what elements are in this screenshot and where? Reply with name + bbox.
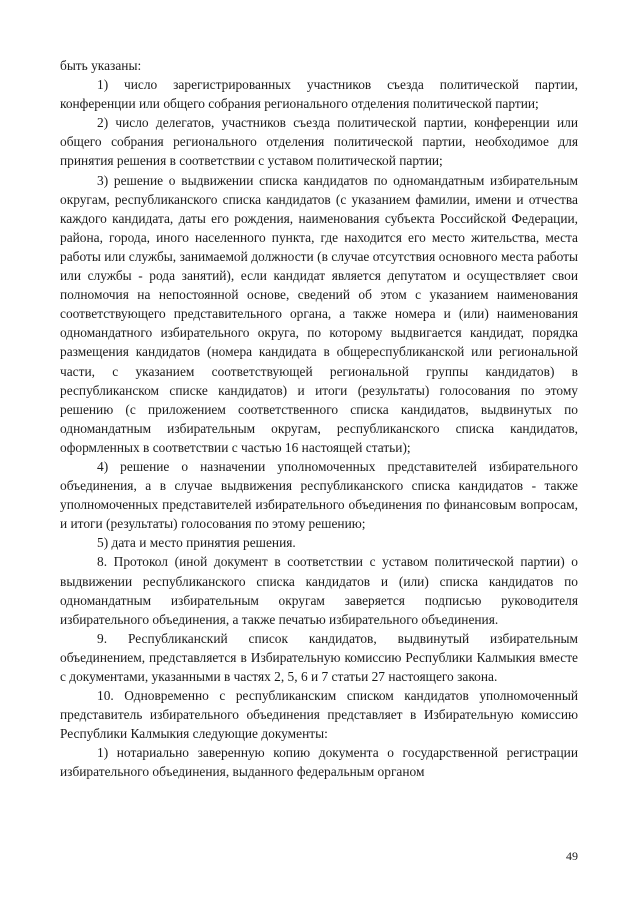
paragraph-item-4: 4) решение о назначении уполномоченных представителей избирательного объединения, а в случае выдвижения республиканского списка кандидатов - также уполномоченных представителей избирательного объединения по финансовым вопросам, и итоги (результаты) голосования по этому решению; [60, 458, 578, 532]
paragraph-section-9: 9. Республиканский список кандидатов, выдвинутый избирательным объединением, представляется в Избирательную комиссию Республики Калмыкия вместе с документами, указанными в частях 2, 5, 6 и 7 статьи 27 настоящего закона. [60, 630, 578, 684]
paragraph-section-10-item-1: 1) нотариально заверенную копию документа о государственной регистрации избирательного объединения, выданного федеральным органом [60, 745, 578, 780]
paragraph-section-10: 10. Одновременно с республиканским списком кандидатов уполномоченный представитель избирательного объединения представляет в Избирательную комиссию Республики Калмыкия следующие документы: [60, 688, 578, 742]
paragraph-item-3: 3) решение о выдвижении списка кандидатов по одномандатным избирательным округам, республиканского списка кандидатов (с указанием фамилии, имени и отчества каждого кандидата, даты его рождения, наименования субъекта Российской Федерации, района, города, иного населенного пункта, где находится его место жительства, места работы или службы, занимаемой должности (в случае отсутствия основного места работы или службы - рода занятий), если кандидат является депутатом и осуществляет свои полномочия на непостоянной основе, сведений об этом с указанием наименования соответствующего представительного органа, а также номера и (или) наименования одномандатного избирательного округа, по которому выдвигается кандидат, порядка размещения кандидатов (номера кандидата в общереспубликанской или региональной части, с указанием соответствующей региональной группы кандидатов) в республиканском списке кандидатов) и итоги (результаты) голосования по этому решению (с приложением соответственного списка кандидатов, выдвинутых по одномандатным избирательным округам, республиканского списка кандидатов, оформленных в соответствии с частью 16 настоящей статьи); [60, 172, 578, 455]
page-number: 49 [566, 849, 578, 863]
paragraph-intro: быть указаны: [60, 58, 142, 73]
paragraph-item-1: 1) число зарегистрированных участников съезда политической партии, конференции или общего собрания регионального отделения политической партии; [60, 77, 578, 112]
document-body [60, 56, 578, 782]
paragraph-section-8: 8. Протокол (иной документ в соответствии с уставом политической партии) о выдвижении республиканского списка кандидатов и (или) списка кандидатов по одномандатным избирательным округам заверяется подписью руководителя избирательного объединения, а также печатью избирательного объединения. [60, 554, 578, 627]
paragraph-item-5: 5) дата и место принятия решения. [97, 535, 296, 551]
paragraph-item-2: 2) число делегатов, участников съезда политической партии, конференции или общего собрания регионального отделения политической партии, необходимое для принятия решения в соответствии с уставом политической партии; [60, 115, 578, 169]
